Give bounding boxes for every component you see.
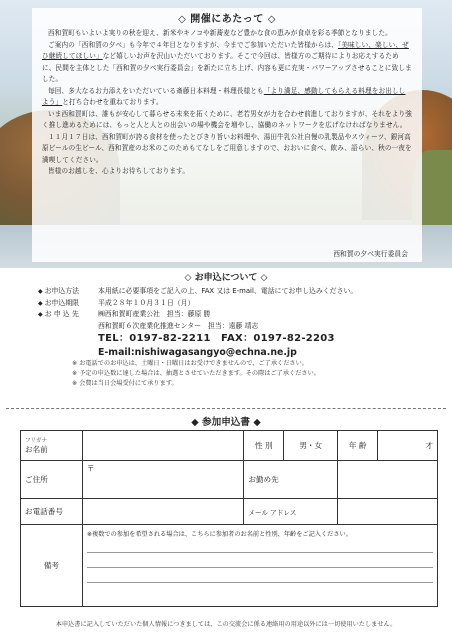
greeting-p2-a: ご案内の「西和賀の夕べ」も今年で４年目となりますが、今までご参加いただいた皆様からは、 — [48, 40, 338, 49]
note-phone: ※ お電話でのお申込は、土曜日・日曜日はお受けできませんので、ご了承ください。 — [72, 360, 308, 367]
greeting-p3-quote: 「より満足、感動してもらえる料理をお出ししよう」 — [42, 86, 406, 106]
name-field[interactable] — [82, 431, 244, 461]
remarks-note: ※複数での参加を希望される場合は、こちらに参加者のお名前と性別、年齢をご記入ください。 — [86, 531, 352, 538]
email-label: メール アドレス — [244, 499, 338, 525]
greeting-p3-a: 毎回、多大なるお力添えをいただいている斎藤日本料理・料理長様とも — [48, 86, 264, 95]
workplace-field[interactable] — [338, 461, 438, 499]
email-field[interactable] — [338, 499, 438, 525]
greeting-box — [32, 8, 422, 262]
gender-label: 性 別 — [244, 431, 284, 461]
phone-label: お電話番号 — [21, 499, 83, 525]
apply-deadline-label: ◆ お申込期限 — [38, 298, 98, 310]
form-title: ◆ 参加申込書 ◆ — [191, 417, 261, 428]
apply-method-label: ◆ お申込方法 — [38, 286, 98, 298]
apply-destination-line2: 西和賀町６次産業化推進センター 担当：遠藤 靖志 — [98, 321, 259, 330]
greeting-paragraph-4: いま西和賀町は、誰もが安心して暮らせる未来を拓くために、老若男女が力を合わせ前進しておりますが、それをより強く推し進めるためには、もっと人と人との出会いの場や機会を増やし、協働のネットワークを広げなければなりません。 — [42, 109, 412, 129]
apply-destination-line1: ㈱西和賀町産業公社 担当：藤原 勝 — [98, 310, 211, 318]
address-label: ご住所 — [21, 461, 83, 499]
workplace-label: お勤め先 — [244, 461, 338, 499]
greeting-paragraph-1: 西和賀町もいよいよ実りの秋を迎え、新米やキノコや新蕎麦など豊かな食の恵みが食卓を彩る季節となりました。 — [48, 29, 392, 37]
greeting-p2-c: など嬉しいお声を沢山いただいております。そこで今回は、皆様方のご期待によりお応えするために、民間を主体とした「西和賀の夕べ実行委員会」を新たに立ち上げ、内容も更に充実・パワーアップさせることに致しました。 — [42, 52, 412, 83]
address-field[interactable] — [82, 461, 244, 499]
greeting-p3-c: と打ち合わせを重ねております。 — [62, 98, 163, 106]
apply-destination-row-2 — [38, 321, 438, 333]
remarks-label: 備考 — [21, 525, 83, 607]
greeting-paragraph-5: １１月１７日は、西和賀町が誇る食材を使ったとびきり旨いお料理や、湯田牛乳公社自慢の乳製品やスウィーツ、銀河高原ビールの生ビール、西和賀産のお米のこのためもてなしをご用意しますので、おおいに食べ、飲み、語らい、秋の一夜を満喫してください。 — [42, 132, 412, 164]
cut-line — [6, 408, 446, 409]
greeting-p2-quote: 「美味しい、楽しい、ぜひ継続してほしい」 — [42, 40, 409, 60]
greeting-paragraph-2 — [42, 40, 412, 86]
application-form — [20, 430, 438, 607]
apply-deadline-row — [38, 298, 438, 310]
greeting-title: ◇ 開催にあたって ◇ — [178, 14, 276, 25]
postal-mark: 〒 — [86, 464, 95, 473]
contact-email[interactable]: E-mail:nishiwagasangyo@echna.ne.jp — [98, 347, 297, 358]
name-label: お名前 — [25, 445, 48, 454]
privacy-notice: 本申込書に記入していただいた個人情報につきましては、この交流会に係る連絡用の用途以外には一切使用いたしません。 — [55, 621, 397, 628]
phone-field[interactable] — [82, 499, 244, 525]
apply-info — [38, 286, 438, 389]
apply-method-row — [38, 286, 438, 298]
note-fee: ※ 会費は当日会場受付にて承ります。 — [72, 380, 178, 387]
apply-method-value: 本用紙に必要事項をご記入の上、FAX 又は E-mail、電話にてお申し込みください。 — [98, 287, 358, 295]
remarks-line — [87, 553, 433, 568]
apply-section-title: ◇ お申込について ◇ — [184, 273, 268, 283]
age-field[interactable] — [378, 431, 438, 461]
contact-tel-fax: TEL：0197-82-2211 FAX：0197-82-2203 — [98, 333, 335, 344]
organizer-signature: 西和賀の夕べ実行委員会 — [333, 250, 408, 258]
name-label-cell — [21, 431, 83, 461]
apply-destination-row — [38, 309, 438, 321]
greeting-paragraph-6: 皆様のお越しを、心よりお待ちしております。 — [48, 167, 190, 175]
gender-field[interactable]: 男・女 — [284, 431, 338, 461]
apply-deadline-value: 平成２８年１０月３１日（月） — [98, 298, 195, 307]
remarks-line — [87, 538, 433, 553]
furigana-label: フリガナ — [25, 438, 48, 444]
note-lottery: ※ 予定の申込数に達した場合は、抽選とさせていただきます。その際はご了承ください。 — [72, 370, 320, 377]
age-label: 年 齢 — [338, 431, 378, 461]
age-unit: 才 — [425, 441, 433, 450]
remarks-field[interactable] — [82, 525, 437, 607]
remarks-line — [87, 568, 433, 583]
greeting-paragraph-3 — [42, 86, 412, 109]
apply-destination-label: ◆ お 申 込 先 — [38, 309, 98, 321]
